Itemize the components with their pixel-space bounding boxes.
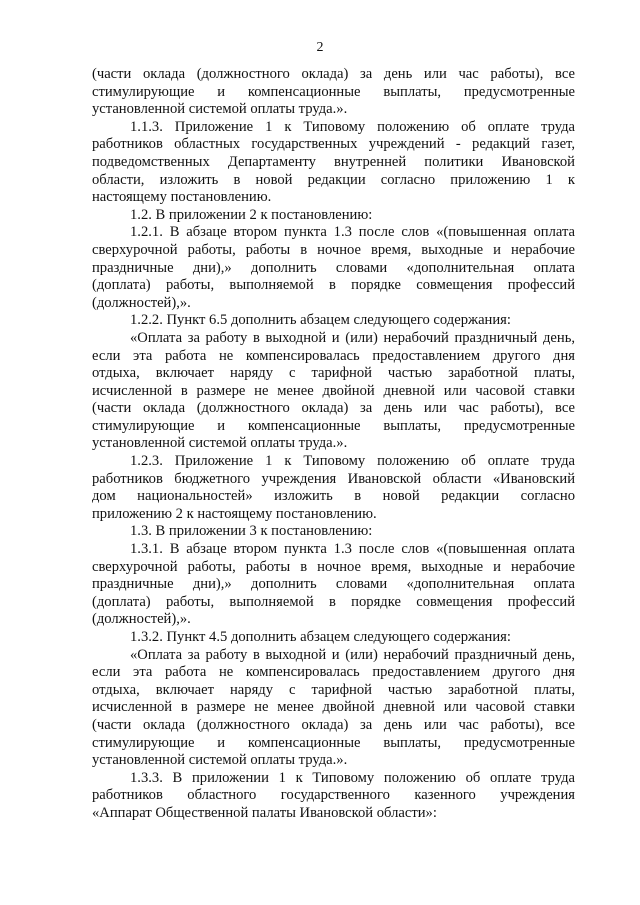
text-line: (должностей),». — [92, 611, 191, 628]
text-line: стимулирующие и компенсационные выплаты, предусмотренные — [92, 734, 575, 751]
text-line: (части оклада (должностного оклада) за день или час работы), все — [92, 66, 575, 82]
text-line: 1.3.1. В абзаце втором пункта 1.3 после слов «(повышенная оплата — [130, 541, 575, 558]
text-line: праздничные дни),» дополнить словами «дополнительная оплата — [92, 576, 575, 593]
text-line: отдыха, включает наряду с тарифной частью заработной платы, — [92, 365, 575, 382]
text-line: работников бюджетного учреждения Ивановской области «Ивановский — [92, 470, 575, 487]
text-line: «Оплата за работу в выходной и (или) нерабочий праздничный день, — [130, 329, 575, 346]
text-line: праздничные дни),» дополнить словами «дополнительная оплата — [92, 259, 575, 276]
text-line: исчисленной в размере не менее двойной дневной или часовой ставки — [92, 382, 575, 399]
text-line: (части оклада (должностного оклада) за день или час работы), все — [92, 716, 575, 733]
text-line: работников областных государственных учреждений - редакций газет, — [92, 136, 575, 153]
text-line: 1.3. В приложении 3 к постановлению: — [130, 523, 373, 540]
text-line: 1.2. В приложении 2 к постановлению: — [130, 206, 373, 223]
text-line: 1.2.3. Приложение 1 к Типовому положению об оплате труда — [130, 453, 575, 470]
text-line: установленной системой оплаты труда.». — [92, 101, 348, 118]
text-line: «Аппарат Общественной палаты Ивановской области»: — [92, 804, 437, 821]
text-line: 1.2.2. Пункт 6.5 дополнить абзацем следующего содержания: — [130, 312, 511, 329]
text-line: исчисленной в размере не менее двойной дневной или часовой ставки — [92, 699, 575, 716]
text-line: 1.2.1. В абзаце втором пункта 1.3 после слов «(повышенная оплата — [130, 224, 575, 241]
text-line: работников областного государственного казенного учреждения — [92, 787, 575, 804]
text-line: (доплата) работы, выполняемой в порядке совмещения профессий — [92, 277, 575, 294]
text-line: (должностей),». — [92, 294, 191, 311]
text-line: области, изложить в новой редакции согласно приложению 1 к — [92, 171, 575, 188]
text-line: 1.3.2. Пункт 4.5 дополнить абзацем следующего содержания: — [130, 629, 511, 645]
text-line: сверхурочной работы, работы в ночное время, выходные и нерабочие — [92, 558, 575, 575]
text-line: если эта работа не компенсировалась предоставлением другого дня — [92, 347, 575, 364]
text-line: отдыха, включает наряду с тарифной частью заработной платы, — [92, 681, 575, 698]
text-line: 1.1.3. Приложение 1 к Типовому положению об оплате труда — [130, 118, 575, 135]
text-line: установленной системой оплаты труда.». — [92, 752, 348, 769]
text-line: подведомственных Департаменту внутренней политики Ивановской — [92, 153, 575, 170]
text-line: настоящему постановлению. — [92, 189, 272, 206]
text-line: (части оклада (должностного оклада) за день или час работы), все — [92, 400, 575, 417]
text-line: стимулирующие и компенсационные выплаты, предусмотренные — [92, 83, 575, 100]
text-line: сверхурочной работы, работы в ночное время, выходные и нерабочие — [92, 241, 575, 258]
text-line: 1.3.3. В приложении 1 к Типовому положению об оплате труда — [130, 769, 575, 786]
document-body — [92, 66, 575, 823]
text-line: «Оплата за работу в выходной и (или) нерабочий праздничный день, — [130, 646, 575, 663]
text-line: стимулирующие и компенсационные выплаты, предусмотренные — [92, 417, 575, 434]
text-line: если эта работа не компенсировалась предоставлением другого дня — [92, 664, 575, 681]
text-line: приложению 2 к настоящему постановлению. — [92, 505, 377, 522]
text-line: установленной системой оплаты труда.». — [92, 435, 348, 452]
text-line: дом национальностей» изложить в новой редакции согласно — [92, 488, 575, 505]
page-number: 2 — [316, 40, 324, 55]
text-line: (доплата) работы, выполняемой в порядке совмещения профессий — [92, 593, 575, 610]
